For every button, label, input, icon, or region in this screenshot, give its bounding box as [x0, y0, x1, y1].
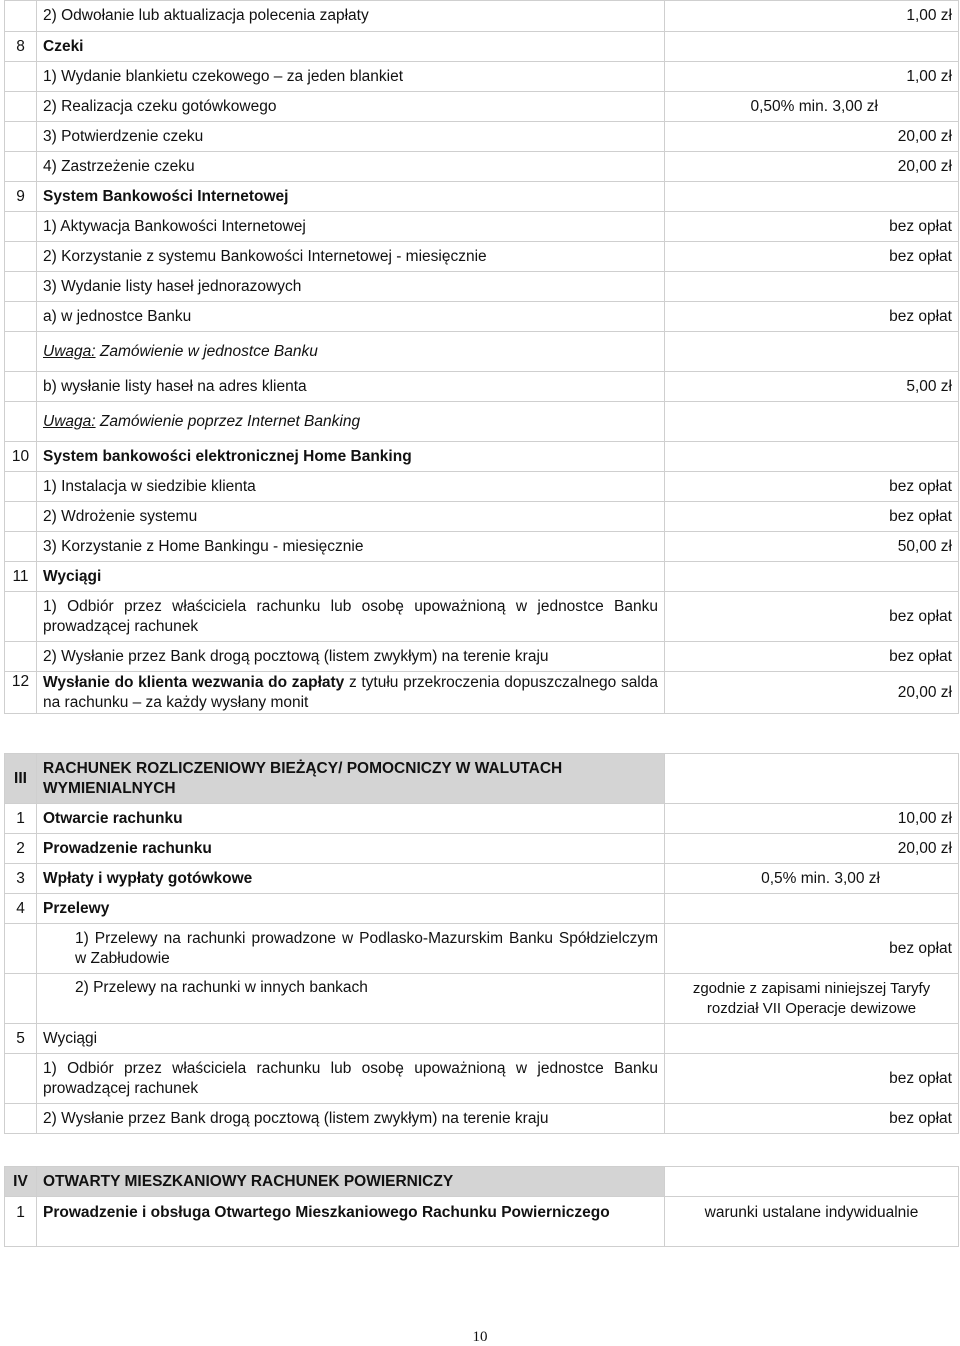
table-row — [5, 1024, 959, 1054]
row-fee: bez opłat — [665, 472, 959, 502]
row-fee: bez opłat — [665, 1104, 959, 1134]
row-label: 3) Korzystanie z Home Bankingu - miesięcznie — [37, 532, 665, 562]
section-heading: Wyciągi — [37, 562, 665, 592]
row-fee: 20,00 zł — [665, 122, 959, 152]
row-fee: 50,00 zł — [665, 532, 959, 562]
row-fee: 0,5% min. 3,00 zł — [665, 864, 959, 894]
table-row — [5, 182, 959, 212]
table-row — [5, 1054, 959, 1104]
row-label: 2) Odwołanie lub aktualizacja polecenia zapłaty — [37, 1, 665, 32]
row-label: 2) Wysłanie przez Bank drogą pocztową (listem zwykłym) na terenie kraju — [37, 1104, 665, 1134]
row-label: Prowadzenie rachunku — [37, 834, 665, 864]
fee-table-section-iv — [4, 1166, 959, 1247]
table-row — [5, 502, 959, 532]
note — [37, 332, 665, 372]
row-label: 1) Odbiór przez właściciela rachunku lub osobę upoważnioną w jednostce Banku prowadzącej rachunek — [37, 592, 665, 642]
row-fee: 1,00 zł — [665, 1, 959, 32]
section-title: RACHUNEK ROZLICZENIOWY BIEŻĄCY/ POMOCNICZY W WALUTACH WYMIENIALNYCH — [37, 754, 665, 804]
row-fee: 5,00 zł — [665, 372, 959, 402]
page-number: 10 — [472, 1329, 488, 1345]
table-row — [5, 1197, 959, 1247]
row-number: 4 — [5, 894, 37, 924]
table-row — [5, 402, 959, 442]
row-number: 2 — [5, 834, 37, 864]
row-fee: 20,00 zł — [665, 834, 959, 864]
row-number: 1 — [5, 1197, 37, 1247]
row-fee: bez opłat — [665, 924, 959, 974]
row-fee: 1,00 zł — [665, 62, 959, 92]
row-fee: 20,00 zł — [665, 152, 959, 182]
row-number: 11 — [5, 562, 37, 592]
row-label: 3) Potwierdzenie czeku — [37, 122, 665, 152]
row-label: Otwarcie rachunku — [37, 804, 665, 834]
table-row — [5, 592, 959, 642]
row-label: 1) Aktywacja Bankowości Internetowej — [37, 212, 665, 242]
row-number: 12 — [5, 672, 37, 714]
table-row — [5, 562, 959, 592]
table-row — [5, 272, 959, 302]
row-label — [37, 672, 665, 714]
row-fee: bez opłat — [665, 592, 959, 642]
row-label: 2) Korzystanie z systemu Bankowości Internetowej - miesięcznie — [37, 242, 665, 272]
table-row — [5, 212, 959, 242]
row-label: 1) Wydanie blankietu czekowego – za jeden blankiet — [37, 62, 665, 92]
table-row — [5, 974, 959, 1024]
table-row — [5, 642, 959, 672]
row-number: 5 — [5, 1024, 37, 1054]
row-label: 1) Przelewy na rachunki prowadzone w Podlasko-Mazurskim Banku Spółdzielczym w Zabłudowie — [37, 924, 665, 974]
table-row — [5, 32, 959, 62]
row-fee: bez opłat — [665, 212, 959, 242]
table-row — [5, 924, 959, 974]
row-fee: bez opłat — [665, 502, 959, 532]
note — [37, 402, 665, 442]
row-label: b) wysłanie listy haseł na adres klienta — [37, 372, 665, 402]
row-label: 1) Instalacja w siedzibie klienta — [37, 472, 665, 502]
table-row — [5, 532, 959, 562]
table-row — [5, 672, 959, 714]
row-label: 1) Odbiór przez właściciela rachunku lub osobę upoważnioną w jednostce Banku prowadzącej rachunek — [37, 1054, 665, 1104]
row-fee: 0,50% min. 3,00 zł — [665, 92, 959, 122]
row-label: 2) Wdrożenie systemu — [37, 502, 665, 532]
table-row — [5, 1104, 959, 1134]
note-prefix: Uwaga: — [43, 412, 96, 430]
table-row — [5, 804, 959, 834]
row-label: Prowadzenie i obsługa Otwartego Mieszkaniowego Rachunku Powierniczego — [37, 1197, 665, 1247]
table-row — [5, 242, 959, 272]
note-text: Zamówienie poprzez Internet Banking — [95, 412, 361, 430]
row-label: 4) Zastrzeżenie czeku — [37, 152, 665, 182]
row-fee: bez opłat — [665, 302, 959, 332]
note-text: Zamówienie w jednostce Banku — [95, 342, 318, 360]
row-label: 2) Przelewy na rachunki w innych bankach — [37, 974, 665, 1024]
section-heading: System Bankowości Internetowej — [37, 182, 665, 212]
row-label: 2) Wysłanie przez Bank drogą pocztową (listem zwykłym) na terenie kraju — [37, 642, 665, 672]
fee-table-section-iii — [4, 753, 959, 1134]
row-number: 3 — [5, 864, 37, 894]
table-row — [5, 302, 959, 332]
row-label-bold: Wysłanie do klienta wezwania do zapłaty — [43, 673, 345, 691]
table-row — [5, 834, 959, 864]
row-fee: 10,00 zł — [665, 804, 959, 834]
table-row — [5, 372, 959, 402]
table-row — [5, 442, 959, 472]
section-title: OTWARTY MIESZKANIOWY RACHUNEK POWIERNICZY — [37, 1167, 665, 1197]
section-header-row — [5, 754, 959, 804]
row-fee: bez opłat — [665, 1054, 959, 1104]
section-heading: Czeki — [37, 32, 665, 62]
row-label: Wpłaty i wypłaty gotówkowe — [37, 864, 665, 894]
row-fee: warunki ustalane indywidualnie — [665, 1197, 959, 1247]
table-row — [5, 894, 959, 924]
row-fee: bez opłat — [665, 642, 959, 672]
table-row — [5, 62, 959, 92]
row-label: 2) Realizacja czeku gotówkowego — [37, 92, 665, 122]
table-row — [5, 1, 959, 32]
section-header-row — [5, 1167, 959, 1197]
section-heading: System bankowości elektronicznej Home Banking — [37, 442, 665, 472]
row-fee: zgodnie z zapisami niniejszej Taryfy rozdział VII Operacje dewizowe — [665, 974, 959, 1024]
row-number: 1 — [5, 804, 37, 834]
row-fee: bez opłat — [665, 242, 959, 272]
table-row — [5, 122, 959, 152]
section-heading: Wyciągi — [37, 1024, 665, 1054]
row-fee: 20,00 zł — [665, 672, 959, 714]
section-number: IV — [5, 1167, 37, 1197]
row-label: 3) Wydanie listy haseł jednorazowych — [37, 272, 665, 302]
section-number: III — [5, 754, 37, 804]
table-row — [5, 92, 959, 122]
table-row — [5, 152, 959, 182]
table-row — [5, 472, 959, 502]
section-heading: Przelewy — [37, 894, 665, 924]
row-label-rest: z tytułu przekroczenia dopuszczalnego salda na rachunku – za każdy wysłany monit — [43, 673, 658, 711]
table-row — [5, 864, 959, 894]
fee-table-main — [4, 0, 959, 714]
row-number: 8 — [5, 32, 37, 62]
row-number: 10 — [5, 442, 37, 472]
row-label: a) w jednostce Banku — [37, 302, 665, 332]
row-number: 9 — [5, 182, 37, 212]
table-row — [5, 332, 959, 372]
note-prefix: Uwaga: — [43, 342, 96, 360]
